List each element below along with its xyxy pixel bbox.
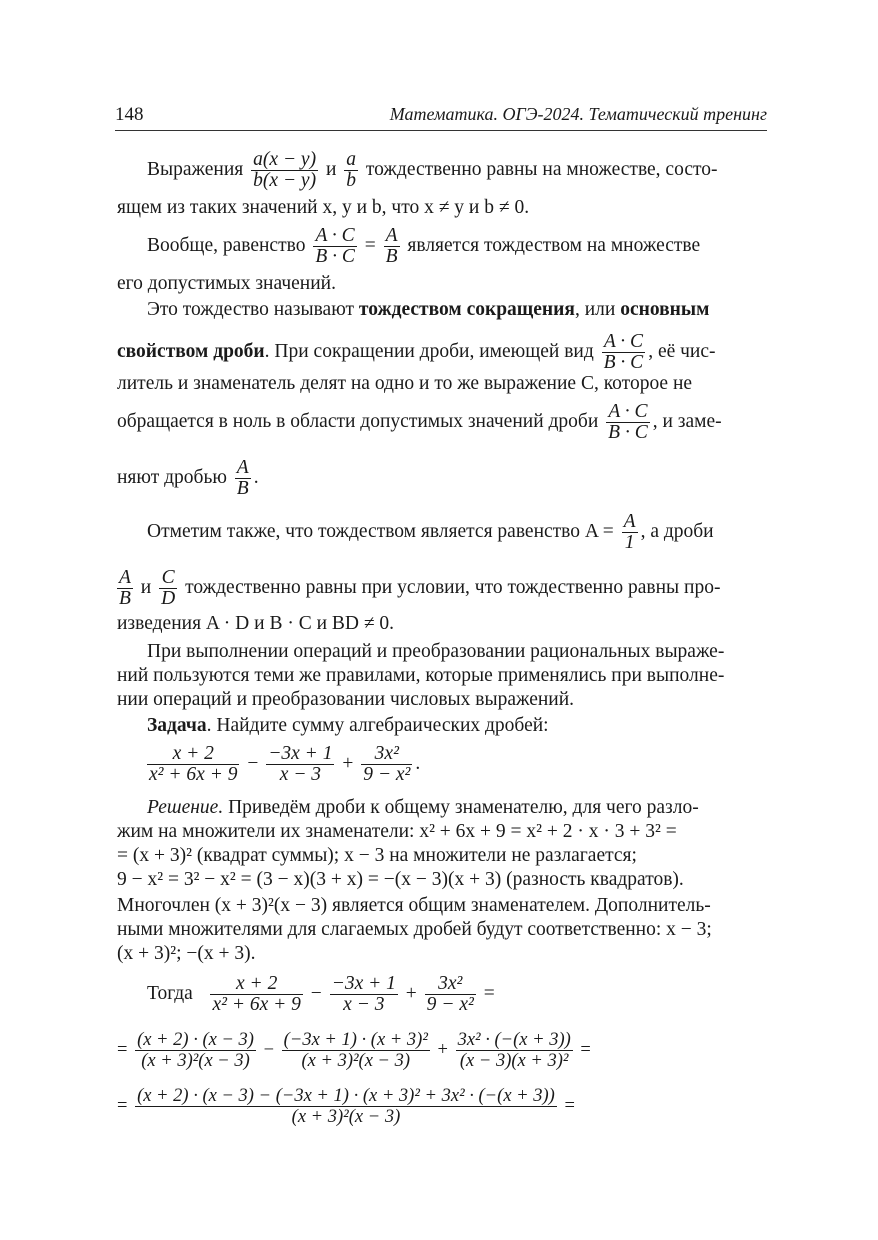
fraction — [313, 226, 357, 267]
fraction — [622, 512, 638, 553]
operator: − — [310, 982, 322, 1004]
denominator: B · C — [603, 352, 644, 373]
text: тождественно равны при условии, что тождественно равны про- — [185, 576, 721, 598]
paragraph-line — [147, 796, 699, 820]
text: Приведём дроби к общему знаменателю, для чего разло- — [223, 797, 699, 818]
fraction — [159, 568, 177, 609]
text: . Найдите сумму алгебраических дробей: — [206, 715, 549, 736]
equals-sign: = — [564, 1095, 575, 1116]
fraction — [147, 744, 239, 785]
operator: + — [437, 1039, 448, 1060]
fraction — [135, 1086, 557, 1127]
fraction — [602, 332, 646, 373]
denominator: (x + 3)²(x − 3) — [135, 1106, 557, 1127]
text: является тождеством на множестве — [407, 234, 701, 256]
paragraph-line: (x + 3)²; −(x + 3). — [117, 943, 256, 964]
text: , или — [574, 299, 621, 320]
paragraph-line — [147, 298, 709, 322]
denominator: B · C — [315, 246, 355, 267]
page-number: 148 — [115, 104, 144, 125]
numerator: A · C — [603, 331, 644, 352]
paragraph-line: ний пользуются теми же правилами, которые применялись при выполне- — [117, 665, 725, 686]
running-title: Математика. ОГЭ-2024. Тематический тренинг — [389, 104, 767, 124]
fraction — [117, 568, 133, 609]
numerator: (x + 2) · (x − 3) — [137, 1030, 254, 1050]
text: няют дробью — [117, 466, 227, 488]
term-bold: Задача — [147, 715, 207, 736]
fraction — [425, 974, 476, 1015]
operator: − — [263, 1039, 275, 1060]
denominator: (x − 3)(x + 3)² — [456, 1050, 573, 1071]
paragraph-line: ящем из таких значений x, y и b, что x ≠ y и b ≠ 0. — [117, 197, 530, 218]
denominator: x² + 6x + 9 — [149, 764, 238, 785]
paragraph-line: При выполнении операций и преобразовании рациональных выраже- — [147, 641, 725, 662]
fraction — [456, 1030, 573, 1071]
fraction — [384, 226, 400, 267]
denominator: B · C — [608, 422, 648, 443]
text: и — [140, 576, 152, 598]
numerator: (−3x + 1) · (x + 3)² — [283, 1030, 428, 1050]
paragraph-line: его допустимых значений. — [117, 273, 336, 294]
paragraph-line — [147, 150, 718, 191]
numerator: A — [236, 457, 249, 478]
operator: + — [405, 982, 417, 1004]
paragraph-line: Многочлен (x + 3)²(x − 3) является общим знаменателем. Дополнитель- — [117, 895, 711, 916]
denominator: B — [119, 588, 131, 609]
text: , и заме- — [652, 410, 722, 432]
text: тождественно равны на множестве, состо- — [365, 158, 718, 180]
denominator: 9 − x² — [363, 764, 411, 785]
denominator: x − 3 — [266, 764, 334, 785]
fraction — [251, 150, 318, 191]
text: . — [253, 466, 259, 488]
equals-sign: = — [117, 1095, 128, 1116]
paragraph-line: 9 − x² = 3² − x² = (3 − x)(3 + x) = −(x − 3)(x + 3) (разность квадратов). — [117, 869, 684, 890]
denominator: b — [346, 170, 357, 191]
operator: − — [247, 752, 259, 774]
numerator: x + 2 — [236, 973, 278, 994]
text: Отметим также, что тождеством является равенство A = — [147, 520, 614, 542]
formula-line — [117, 1086, 575, 1127]
fraction — [210, 974, 302, 1015]
text: и — [325, 158, 337, 180]
term-bold: тождеством сокращения — [358, 299, 575, 320]
numerator: 3x² — [438, 973, 463, 994]
paragraph-line — [117, 458, 259, 499]
paragraph-line — [117, 402, 722, 443]
paragraph-line: жим на множители их знаменатели: x² + 6x + 9 = x² + 2 · x · 3 + 3² = — [117, 821, 677, 842]
paragraph-line — [117, 332, 716, 373]
paragraph-line — [117, 568, 720, 609]
numerator: −3x + 1 — [331, 973, 396, 994]
paragraph-line — [147, 226, 700, 267]
denominator: B — [385, 246, 398, 267]
fraction — [330, 974, 398, 1015]
paragraph-line — [147, 714, 549, 738]
fraction — [344, 150, 358, 191]
paragraph-line: изведения A · D и B · C и BD ≠ 0. — [117, 613, 395, 634]
denominator: b(x − y) — [253, 170, 317, 191]
term-bold: свойством дроби — [117, 340, 265, 362]
numerator: A — [623, 511, 636, 532]
denominator: B — [236, 478, 249, 499]
fraction — [361, 744, 412, 785]
text: Выражения — [147, 158, 244, 180]
text: , её чис- — [648, 340, 716, 362]
numerator: A · C — [315, 225, 355, 246]
numerator: A — [385, 225, 398, 246]
text: . При сокращении дроби, имеющей вид — [264, 340, 594, 362]
term-bold: основным — [620, 299, 710, 320]
numerator: a(x − y) — [253, 149, 317, 170]
numerator: A — [119, 567, 131, 588]
paragraph-line: литель и знаменатель делят на одно и то же выражение C, которое не — [117, 373, 693, 394]
denominator: (x + 3)²(x − 3) — [282, 1050, 430, 1071]
running-header — [115, 104, 767, 131]
equals-sign: = — [580, 1039, 591, 1060]
paragraph-line: ными множителями для слагаемых дробей будут соответственно: x − 3; — [117, 919, 712, 940]
denominator: x − 3 — [330, 994, 398, 1015]
formula-line — [117, 1030, 591, 1071]
fraction — [266, 744, 334, 785]
text: обращается в ноль в области допустимых значений дроби — [117, 410, 599, 432]
formula-line — [147, 974, 495, 1015]
denominator: 9 − x² — [426, 994, 474, 1015]
numerator: −3x + 1 — [268, 743, 333, 764]
numerator: a — [346, 149, 357, 170]
fraction — [235, 458, 251, 499]
formula-line — [147, 744, 420, 785]
fraction — [606, 402, 650, 443]
denominator: D — [161, 588, 176, 609]
paragraph-line — [147, 512, 714, 553]
numerator: (x + 2) · (x − 3) − (−3x + 1) · (x + 3)² + 3x² · (−(x + 3)) — [137, 1086, 555, 1106]
paragraph-line: = (x + 3)² (квадрат суммы); x − 3 на множители не разлагается; — [117, 845, 637, 866]
fraction — [135, 1030, 256, 1071]
numerator: x + 2 — [172, 743, 214, 764]
equals-sign: = — [117, 1039, 128, 1060]
text: Это тождество называют — [147, 299, 359, 320]
text: Тогда — [147, 982, 193, 1004]
text: Вообще, равенство — [147, 234, 306, 256]
operator: + — [342, 752, 354, 774]
denominator: x² + 6x + 9 — [212, 994, 301, 1015]
equals-sign: = — [364, 234, 376, 256]
numerator: C — [161, 567, 175, 588]
numerator: 3x² — [374, 743, 399, 764]
equals-sign: = — [483, 982, 495, 1004]
denominator: (x + 3)²(x − 3) — [135, 1050, 256, 1071]
denominator: 1 — [622, 532, 638, 553]
fraction — [282, 1030, 430, 1071]
text: , а дроби — [640, 520, 714, 542]
text: . — [415, 752, 421, 774]
solution-label: Решение. — [147, 797, 224, 818]
paragraph-line: нии операций и преобразовании числовых выражений. — [117, 689, 575, 710]
numerator: 3x² · (−(x + 3)) — [457, 1030, 571, 1050]
numerator: A · C — [608, 401, 648, 422]
